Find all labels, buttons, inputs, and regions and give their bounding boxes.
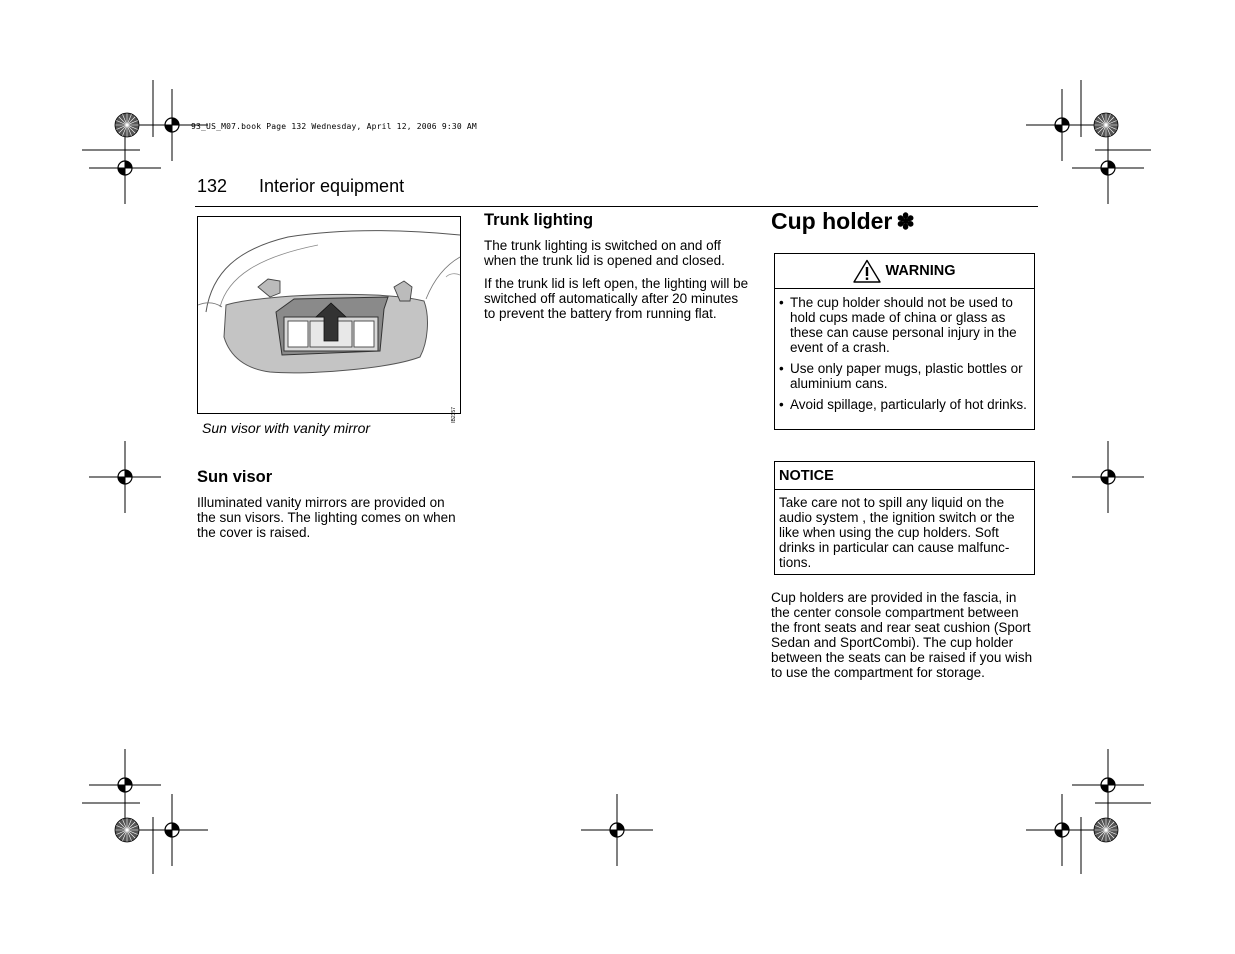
sun-visor-illustration [198,217,462,415]
warning-triangle-icon [853,259,881,283]
cup-holder-title: Cup holder [771,208,893,234]
sun-visor-text: Illuminated vanity mirrors are provided on the sun visors. The lighting comes on when the cover is raised. [197,495,456,540]
trunk-lighting-heading: Trunk lighting [484,211,594,229]
warning-item: • The cup holder should not be used to hold cups made of china or glass as these can cause personal injury in the event of a crash. [779,295,1030,355]
accessory-symbol: ✽ [896,208,915,234]
notice-box [774,461,1035,575]
print-info-line: 93_US_M07.book Page 132 Wednesday, April 12, 2006 9:30 AM [191,122,477,131]
page-number: 132 [197,176,228,196]
warning-item: • Use only paper mugs, plastic bottles or aluminium cans. [779,361,1030,391]
warning-header [775,254,1034,289]
warning-label: WARNING [885,263,956,279]
cup-holder-heading [771,208,915,235]
figure-caption: Sun visor with vanity mirror [202,420,371,436]
trunk-lighting-paragraph-2: If the trunk lid is left open, the lighting will be switched off automatically after 20 minutes to prevent the battery from running flat. [484,276,749,321]
cup-holder-text: Cup holders are provided in the fascia, in the center console compartment between the front seats and rear seat cushion (Sport Sedan and SportCombi). The cup holder between the seats can be raised if you wish to use the compartment for storage. [771,590,1033,680]
figure-code: IB2357 [451,407,457,423]
sun-visor-heading: Sun visor [197,468,273,486]
section-title: Interior equipment [259,176,405,196]
warning-list [779,295,1030,412]
notice-text: Take care not to spill any liquid on the audio system , the ignition switch or the like when using the cup holders. Soft drinks in particular can cause malfunc-tions. [779,495,1015,570]
warning-item: • Avoid spillage, particularly of hot drinks. [779,397,1030,412]
header-rule [195,206,1038,207]
notice-header: NOTICE [775,462,1034,490]
sun-visor-figure [197,216,461,423]
warning-box [774,253,1035,430]
trunk-lighting-paragraph-1: The trunk lighting is switched on and off when the trunk lid is opened and closed. [484,238,725,268]
